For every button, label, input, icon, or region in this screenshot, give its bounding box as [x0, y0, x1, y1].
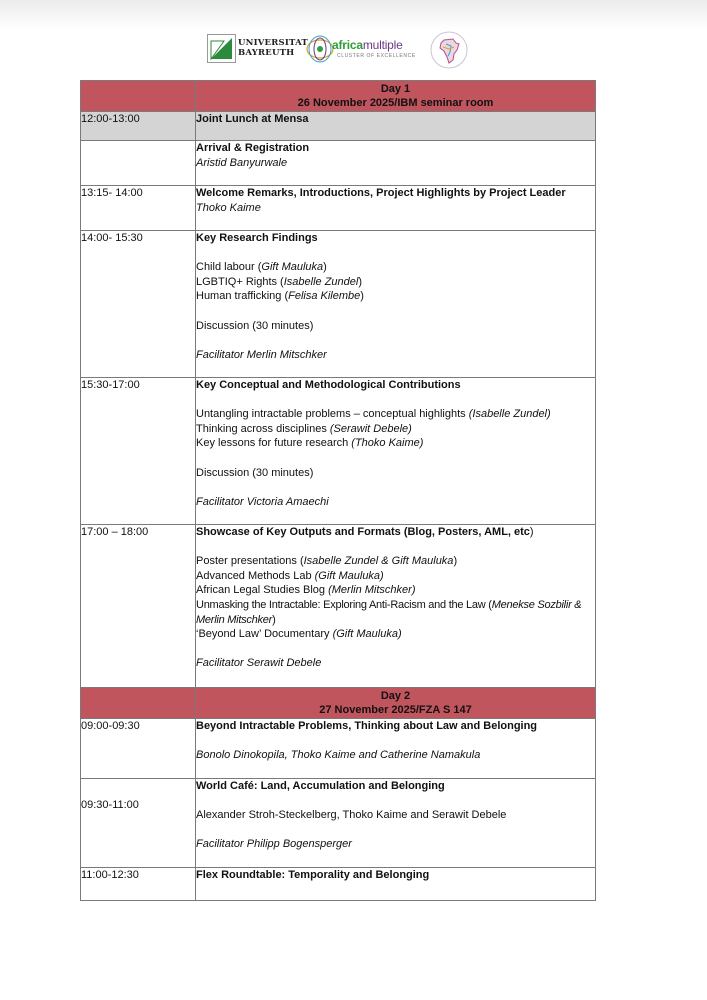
session-cell: [196, 112, 596, 141]
list-item: [196, 289, 595, 304]
session-title: Arrival & Registration: [196, 142, 310, 154]
day2-header: [196, 688, 596, 719]
item-name: (Thoko Kaime): [351, 437, 424, 450]
session-person: Thoko Kaime: [196, 201, 261, 214]
ubt-line2: BAYREUTH: [238, 48, 295, 58]
table-row: [81, 112, 596, 141]
ubt-mark-icon: [207, 34, 236, 63]
item-name: Felisa Kilembe: [288, 290, 361, 303]
list-item: [196, 260, 595, 275]
list-item: [196, 275, 595, 290]
session-cell: [196, 779, 596, 868]
item-text: Unmasking the Intractable: Exploring Anti-Racism and the Law (: [196, 598, 492, 611]
discussion-note: Discussion (30 minutes): [196, 466, 314, 479]
day1-header-row: [81, 81, 596, 112]
ubt-text: [238, 38, 308, 58]
list-item: [196, 569, 595, 584]
item-name: Isabelle Zundel & Gift Mauluka: [303, 555, 454, 568]
session-title: World Café: Land, Accumulation and Belonging: [196, 780, 445, 792]
table-row: [81, 141, 596, 186]
day2-subtitle: 27 November 2025/FZA S 147: [319, 704, 472, 716]
table-row: [81, 231, 596, 378]
session-title-end: ): [529, 526, 534, 538]
session-title: Key Research Findings: [196, 232, 318, 244]
list-item: [196, 436, 595, 451]
session-title: Flex Roundtable: Temporality and Belonging: [196, 869, 430, 881]
multiple-word: multiple: [362, 38, 403, 52]
session-time: 13:15- 14:00: [81, 186, 196, 231]
schedule-table: [80, 80, 596, 901]
session-people: Alexander Stroh-Steckelberg, Thoko Kaime and Serawit Debele: [196, 809, 507, 822]
africa-swirl-icon: [305, 34, 335, 64]
session-cell: [196, 186, 596, 231]
list-item: [196, 583, 595, 598]
item-text: African Legal Studies Blog: [196, 584, 329, 597]
ubt-line1: UNIVERSITAT: [238, 38, 308, 48]
session-title: Key Conceptual and Methodological Contributions: [196, 379, 461, 391]
session-time: [81, 141, 196, 186]
session-person: Aristid Banyurwale: [196, 156, 288, 169]
facilitator: Facilitator Victoria Amaechi: [196, 495, 329, 508]
discussion-note: Discussion (30 minutes): [196, 319, 314, 332]
item-name: (Merlin Mitschker): [328, 584, 416, 597]
africa-word: africa: [332, 38, 363, 52]
day1-header-spacer: [81, 81, 196, 112]
table-row: [81, 186, 596, 231]
session-cell: [196, 378, 596, 525]
session-cell: [196, 719, 596, 779]
item-text: Untangling intractable problems – conceptual highlights: [196, 408, 469, 421]
day2-title: Day 2: [380, 690, 411, 702]
table-row: [81, 525, 596, 688]
session-time: 12:00-13:00: [81, 112, 196, 141]
item-name: Isabelle Zundel: [283, 275, 359, 288]
list-item: [196, 554, 595, 569]
africa-multiple-logo: [303, 32, 418, 66]
page-top-shade: [0, 0, 707, 30]
header-logos: [207, 30, 477, 70]
list-item: [196, 598, 595, 627]
item-end: ): [323, 261, 327, 274]
session-cell: [196, 868, 596, 901]
session-title: Welcome Remarks, Introductions, Project Highlights by Project Leader: [196, 187, 566, 199]
session-cell: [196, 525, 596, 688]
item-text: LGBTIQ+ Rights (: [196, 275, 284, 288]
session-cell: [196, 141, 596, 186]
session-title: Joint Lunch at Mensa: [196, 113, 309, 125]
day2-header-row: [81, 688, 596, 719]
africa-multiple-wordmark: [332, 38, 403, 52]
session-time: 11:00-12:30: [81, 868, 196, 901]
africa-map-seal-icon: [429, 30, 469, 70]
item-text: Key lessons for future research: [196, 437, 352, 450]
item-name: (Serawit Debele): [329, 422, 412, 435]
item-name: (Gift Mauluka): [332, 628, 402, 641]
facilitator: Facilitator Philipp Bogensperger: [196, 838, 352, 851]
item-text: Thinking across disciplines: [196, 422, 330, 435]
list-item: [196, 407, 595, 422]
session-time: 09:00-09:30: [81, 719, 196, 779]
item-end: ): [453, 555, 458, 568]
day2-header-spacer: [81, 688, 196, 719]
day1-title: Day 1: [380, 83, 411, 95]
facilitator: Facilitator Merlin Mitschker: [196, 348, 327, 361]
cluster-subtitle: CLUSTER OF EXCELLENCE: [337, 53, 416, 59]
table-row: [81, 378, 596, 525]
list-item: [196, 422, 595, 437]
list-item: [196, 627, 595, 642]
session-title: Beyond Intractable Problems, Thinking about Law and Belonging: [196, 720, 538, 732]
item-text: Advanced Methods Lab: [196, 569, 315, 582]
table-row: [81, 868, 596, 901]
session-cell: [196, 231, 596, 378]
item-text: Child labour (: [196, 261, 262, 274]
table-row: [81, 719, 596, 779]
item-name: Gift Mauluka: [261, 261, 324, 274]
day1-subtitle: 26 November 2025/IBM seminar room: [297, 97, 494, 109]
day1-header: [196, 81, 596, 112]
item-name: (Gift Mauluka): [314, 569, 384, 582]
item-end: ): [358, 275, 363, 288]
session-time: 09:30-11:00: [81, 779, 196, 868]
item-text: ‘Beyond Law’ Documentary: [196, 628, 333, 641]
table-row: [81, 779, 596, 868]
item-name: (Isabelle Zundel): [468, 408, 551, 421]
session-time: 15:30-17:00: [81, 378, 196, 525]
facilitator: Facilitator Serawit Debele: [196, 657, 322, 670]
session-title: Showcase of Key Outputs and Formats (Blog, Posters, AML, etc: [196, 526, 530, 538]
session-time: 17:00 – 18:00: [81, 525, 196, 688]
item-text: Human trafficking (: [196, 290, 289, 303]
session-time: 14:00- 15:30: [81, 231, 196, 378]
item-text: Poster presentations (: [196, 555, 304, 568]
university-bayreuth-logo: [207, 34, 308, 64]
item-end: ): [272, 613, 276, 626]
item-name: Menekse Sozbilir & Merlin Mitschker: [196, 598, 582, 626]
session-person: Bonolo Dinokopila, Thoko Kaime and Catherine Namakula: [196, 749, 481, 762]
item-end: ): [360, 290, 364, 303]
